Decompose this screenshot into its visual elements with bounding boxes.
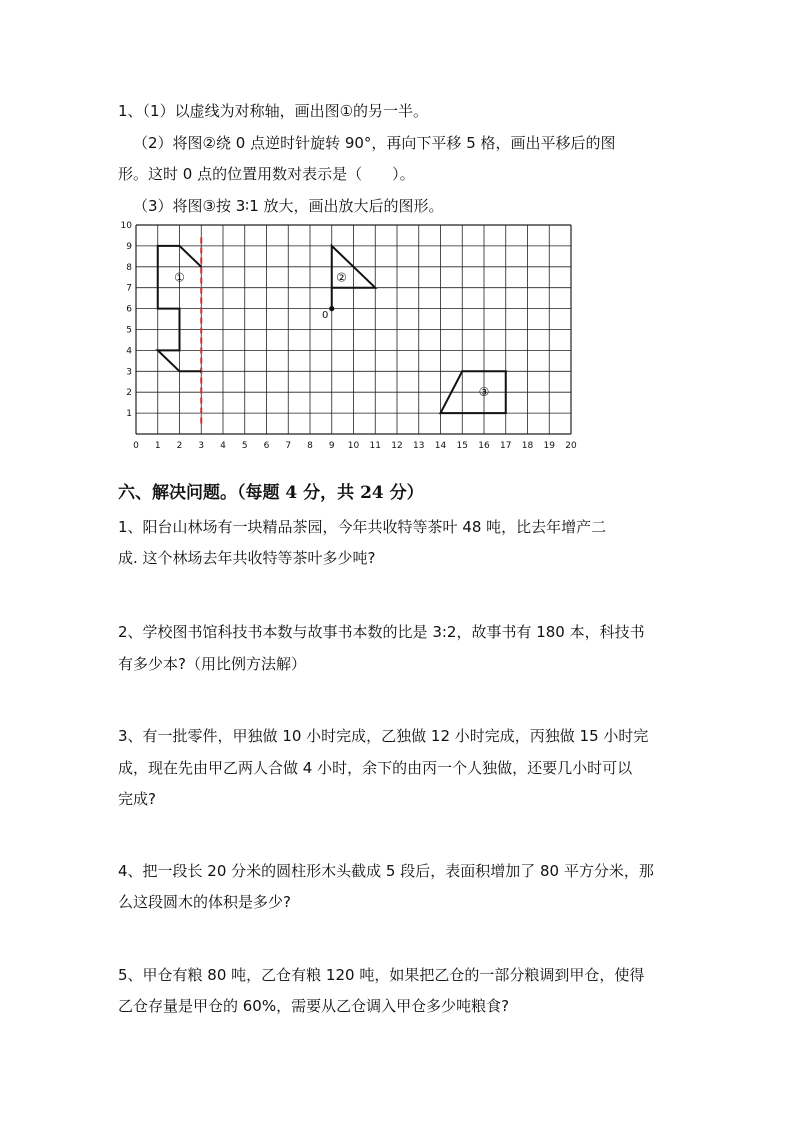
x-tick-label: 0 <box>133 441 139 451</box>
x-tick-label: 16 <box>478 441 490 451</box>
x-tick-label: 15 <box>456 441 468 451</box>
x-tick-label: 14 <box>434 441 447 451</box>
y-tick-label: 1 <box>126 409 132 420</box>
problem-5-line-1: 5、甲仓有粮 80 吨，乙仓有粮 120 吨，如果把乙仓的一部分粮调到甲仓，使得 <box>118 966 645 984</box>
coordinate-grid <box>120 221 580 464</box>
x-tick-label: 12 <box>391 441 403 451</box>
x-tick-label: 17 <box>500 441 512 451</box>
x-tick-label: 1 <box>154 441 161 451</box>
x-tick-label: 19 <box>543 441 555 451</box>
problem-4-line-1: 4、把一段长 20 分米的圆柱形木头截成 5 段后，表面积增加了 80 平方分米，那 <box>118 862 654 880</box>
x-tick-label: 3 <box>198 441 205 451</box>
q1-line-4: （3）将图③按 3∶1 放大，画出放大后的图形。 <box>133 197 444 215</box>
problem-1-line-1: 1、阳台山林场有一块精品茶园，今年共收特等茶叶 48 吨，比去年增产二 <box>118 518 607 536</box>
x-tick-label: 10 <box>347 441 360 451</box>
problem-3-line-2: 成，现在先由甲乙两人合做 4 小时，余下的由丙一个人独做，还要几小时可以 <box>118 759 633 777</box>
x-tick-label: 13 <box>413 441 425 451</box>
section-6-heading: 六、解决问题。（每题 4 分，共 24 分） <box>118 483 424 503</box>
x-tick-label: 7 <box>285 441 292 451</box>
shape-2-label: ② <box>336 270 347 285</box>
x-tick-label: 20 <box>565 441 577 451</box>
problem-2-line-1: 2、学校图书馆科技书本数与故事书本数的比是 3:2，故事书有 180 本，科技书 <box>118 623 645 641</box>
x-tick-label: 5 <box>241 441 248 451</box>
x-tick-label: 9 <box>328 441 335 451</box>
y-tick-labels <box>121 221 133 419</box>
x-tick-label: 18 <box>521 441 534 451</box>
problem-1-line-2: 成. 这个林场去年共收特等茶叶多少吨? <box>118 549 376 567</box>
y-tick-label: 5 <box>126 325 132 336</box>
problem-3-line-1: 3、有一批零件，甲独做 10 小时完成，乙独做 12 小时完成，丙独做 15 小时完 <box>118 727 649 745</box>
problem-2-line-2: 有多少本?（用比例方法解） <box>118 655 306 673</box>
q1-line-2: （2）将图②绕 0 点逆时针旋转 90°，再向下平移 5 格，画出平移后的图 <box>133 134 616 152</box>
y-tick-label: 8 <box>126 262 132 273</box>
y-tick-label: 6 <box>126 304 132 315</box>
problem-3-line-3: 完成? <box>118 790 156 808</box>
y-tick-label: 10 <box>120 221 132 231</box>
y-tick-label: 2 <box>126 388 132 399</box>
q1-line-1: 1、（1）以虚线为对称轴，画出图①的另一半。 <box>118 102 429 120</box>
point-o-label: 0 <box>322 309 329 321</box>
y-tick-label: 3 <box>126 367 132 378</box>
x-tick-label: 4 <box>220 441 226 451</box>
x-tick-label: 11 <box>369 441 381 451</box>
shape-3-label: ③ <box>478 385 490 400</box>
x-tick-label: 8 <box>307 441 313 451</box>
x-tick-label: 2 <box>176 441 183 451</box>
y-tick-label: 7 <box>126 283 132 294</box>
x-tick-label: 6 <box>263 441 270 451</box>
y-tick-label: 4 <box>126 346 132 357</box>
y-tick-label: 9 <box>126 241 132 252</box>
shape-1-label: ① <box>174 270 185 285</box>
x-tick-labels <box>133 441 577 451</box>
problem-5-line-2: 乙仓存量是甲仓的 60%，需要从乙仓调入甲仓多少吨粮食? <box>118 997 510 1015</box>
problem-4-line-2: 么这段圆木的体积是多少? <box>118 893 291 911</box>
q1-line-3: 形。这时 0 点的位置用数对表示是（ ）。 <box>118 165 415 183</box>
